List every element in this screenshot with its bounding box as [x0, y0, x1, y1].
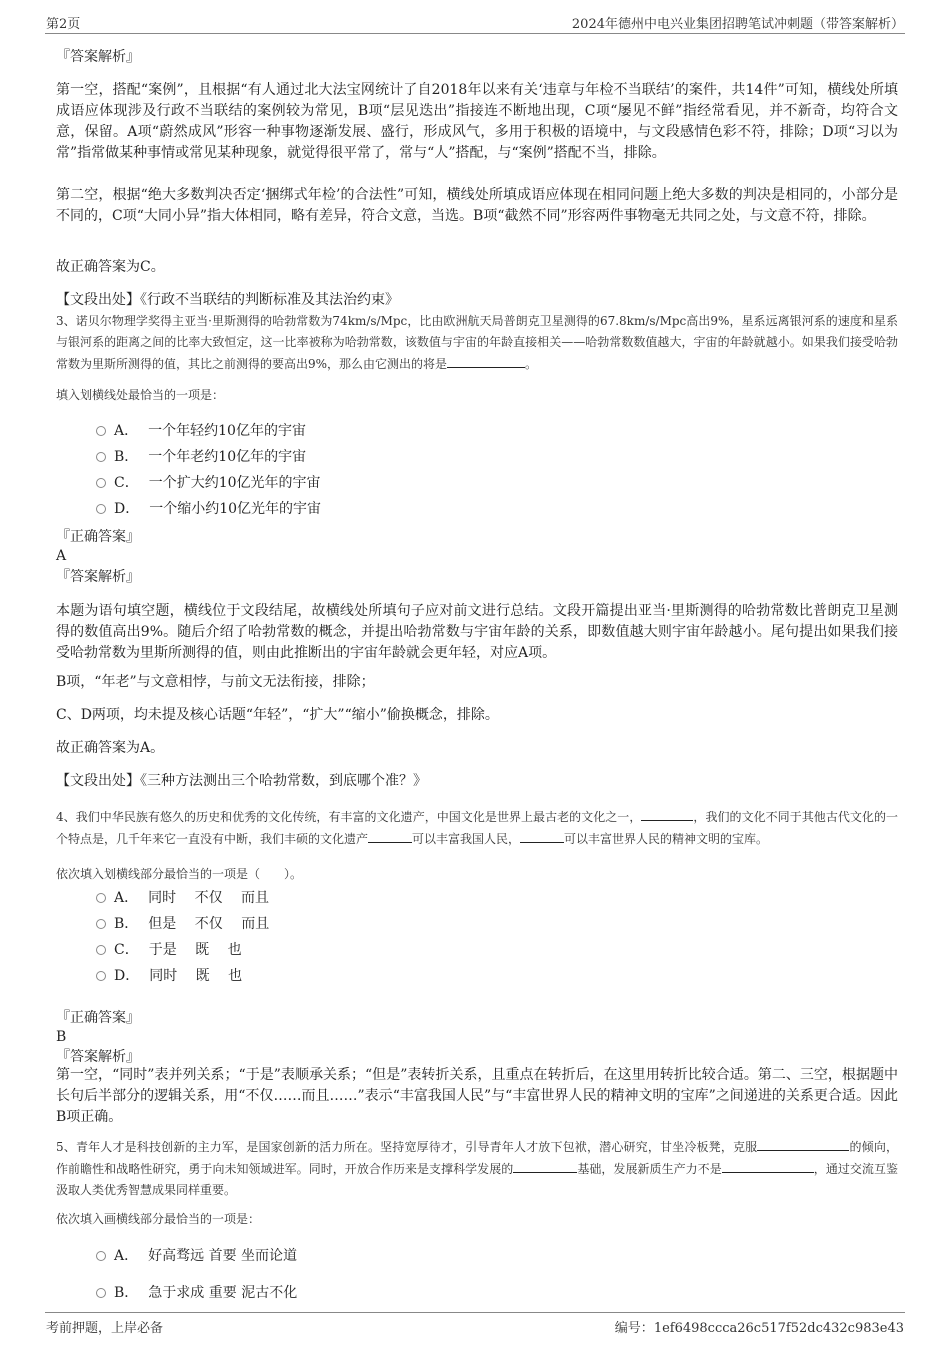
q5-stem-part: 5、青年人才是科技创新的主力军，是国家创新的活力所在。坚持宽厚待才，引导青年人才放下包袱，潜心研究，甘坐冷板凳，克服: [56, 1140, 758, 1154]
option-letter: C．: [114, 942, 139, 958]
q3-blank: [447, 353, 525, 368]
q3-analysis-para1: 本题为语句填空题，横线位于文段结尾，故横线处所填句子应对前文进行总结。文段开篇提出亚当·里斯测得的哈勃常数比普朗克卫星测得的数值高出9%。随后介绍了哈勃常数的概念，并提出哈勃常数与宇宙年龄的关系，即数值越大则宇宙年龄越小。尾句提出如果我们接受哈勃常数为里斯所测得的值，则由此推断出的宇宙年龄就会更年轻，对应A项。: [56, 603, 898, 661]
q4-option-c[interactable]: [96, 940, 242, 960]
q4-blank-3: [520, 828, 564, 843]
q5-instruction: 依次填入画横线部分最恰当的一项是：: [56, 1212, 261, 1226]
q3-analysis-label: 『答案解析』: [56, 569, 140, 585]
q3-stem-end: 。: [525, 357, 538, 371]
page-number: 第2页: [46, 17, 81, 32]
option-text: 一个年轻约10亿年的宇宙: [148, 423, 306, 439]
radio-icon[interactable]: [96, 504, 106, 514]
option-text: 一个扩大约10亿光年的宇宙: [148, 475, 321, 491]
option-letter: A．: [114, 890, 139, 906]
q2-conclusion: 故正确答案为C。: [56, 259, 165, 275]
q5-blank-3: [722, 1158, 814, 1173]
option-text: 一个年老约10亿年的宇宙: [148, 449, 307, 465]
q3-option-b[interactable]: [96, 447, 306, 467]
q5-stem-part: 基础，发展新质生产力不是: [577, 1162, 722, 1176]
radio-icon[interactable]: [96, 945, 106, 955]
q5-blank-1: [757, 1136, 849, 1151]
q4-stem-part: 可以丰富我国人民，: [412, 832, 521, 846]
q3-conclusion: 故正确答案为A。: [56, 740, 165, 756]
option-text: 但是 不仅 而且: [148, 916, 270, 932]
q5-stem-part: 的倾向，作前瞻性和战略性研究，勇于向未知领域进军。同时，开放合作历来是支撑科学发展的: [56, 1140, 898, 1176]
footer-code: [615, 1317, 904, 1336]
q3-option-a[interactable]: [96, 421, 306, 441]
q3-stem: [56, 311, 898, 375]
option-letter: A．: [114, 423, 139, 439]
radio-icon[interactable]: [96, 893, 106, 903]
q2-source: 【文段出处】《行政不当联结的判断标准及其法治约束》: [56, 292, 399, 308]
q3-stem-text: 3、诺贝尔物理学奖得主亚当·里斯测得的哈勃常数为74km/s/Mpc，比由欧洲航天局普朗克卫星测得的67.8km/s/Mpc高出9%，星系远离银河系的速度和星系与银河系的距离之间的比率大致恒定，这一比率被称为哈勃常数，该数值与宇宙的年龄直接相关——哈勃常数数值越大，宇宙的年龄就越小。如果我们接受哈勃常数为里斯所测得的值，其比之前测得的要高出9%，那么由它测出的将是: [56, 314, 898, 371]
option-letter: B．: [114, 1285, 139, 1301]
option-text: 急于求成 重要 泥古不化: [148, 1285, 298, 1301]
radio-icon[interactable]: [96, 478, 106, 488]
q3-source: 【文段出处】《三种方法测出三个哈勃常数，到底哪个准？》: [56, 773, 427, 789]
q3-analysis-para2: B项，“年老”与文意相悖，与前文无法衔接，排除；: [56, 674, 375, 690]
q4-stem-part: ，我们的文化不同于其他古代文化的一个特点是，几千年来它一直没有中断，我们丰硕的文化遗产: [56, 810, 898, 846]
q3-correct-answer: A: [56, 548, 67, 564]
option-text: 同时 既 也: [149, 968, 243, 984]
header-divider: [45, 33, 905, 34]
q5-option-b[interactable]: [96, 1283, 297, 1303]
q2-analysis-para2: 第二空，根据“绝大多数判决否定‘捆绑式年检’的合法性”可知，横线处所填成语应体现在相同问题上绝大多数的判决是相同的，小部分是不同的，C项“大同小异”指大体相同，略有差异，符合文意，当选。B项“截然不同”形容两件事物毫无共同之处，与文意不符，排除。: [56, 187, 898, 224]
q5-option-a[interactable]: [96, 1246, 297, 1266]
q4-blank-1: [641, 806, 693, 821]
q4-analysis-para1: 第一空，“同时”表并列关系；“于是”表顺承关系；“但是”表转折关系，且重点在转折后，在这里用转折比较合适。第二、三空，根据题中长句后半部分的逻辑关系，用“不仅……而且……”表示“丰富我国人民”与“丰富世界人民的精神文明的宝库”之间递进的关系更合适。因此B项正确。: [56, 1067, 898, 1125]
option-text: 好高骛远 首要 坐而论道: [148, 1248, 298, 1264]
q3-option-c[interactable]: [96, 473, 321, 493]
q4-correct-label: 『正确答案』: [56, 1010, 140, 1026]
q4-option-a[interactable]: [96, 888, 269, 908]
footer-slogan: 考前押题，上岸必备: [46, 1321, 164, 1336]
radio-icon[interactable]: [96, 1251, 106, 1261]
q4-option-b[interactable]: [96, 914, 269, 934]
q4-analysis-label: 『答案解析』: [56, 1049, 140, 1065]
q3-correct-label: 『正确答案』: [56, 529, 140, 545]
option-letter: C．: [114, 475, 139, 491]
radio-icon[interactable]: [96, 426, 106, 436]
q5-stem-part: ，通过交流互鉴汲取人类优秀智慧成果同样重要。: [56, 1162, 898, 1197]
option-text: 一个缩小约10亿光年的宇宙: [149, 501, 322, 517]
footer-code-label: 编号：: [614, 1321, 654, 1336]
q4-stem-part: 4、我们中华民族有悠久的历史和优秀的文化传统，有丰富的文化遗产，中国文化是世界上最古老的文化之一，: [56, 810, 642, 824]
q3-instruction: 填入划横线处最恰当的一项是：: [56, 388, 225, 402]
q4-stem: [56, 806, 898, 850]
q4-blank-2: [368, 828, 412, 843]
q2-analysis-label: 『答案解析』: [56, 49, 140, 65]
q5-blank-2: [513, 1158, 577, 1173]
q3-analysis-para3: C、D两项，均未提及核心话题“年轻”，“扩大”“缩小”偷换概念，排除。: [56, 707, 499, 723]
q4-instruction: 依次填入划横线部分最恰当的一项是（ ）。: [56, 867, 303, 881]
q2-analysis-para1: 第一空，搭配“案例”，且根据“有人通过北大法宝网统计了自2018年以来有关‘违章与年检不当联结’的案件，共14件”可知，横线处所填成语应体现涉及行政不当联结的案例较为常见，B项“层见迭出”指接连不断地出现，C项“屡见不鲜”指经常看见，并不新奇，均符合文意，保留。A项“蔚然成风”形容一种事物逐渐发展、盛行，形成风气，多用于积极的语境中，与文段感情色彩不符，排除；D项“习以为常”指常做某种事情或常见某种现象，就觉得很平常了，常与“人”搭配，与“案例”搭配不当，排除。: [56, 82, 898, 161]
document-title: 2024年德州中电兴业集团招聘笔试冲刺题（带答案解析）: [571, 17, 904, 32]
radio-icon[interactable]: [96, 919, 106, 929]
option-letter: A．: [114, 1248, 139, 1264]
q4-correct-answer: B: [56, 1029, 67, 1045]
radio-icon[interactable]: [96, 452, 106, 462]
option-text: 同时 不仅 而且: [148, 890, 270, 906]
footer-code-value: 1ef6498ccca26c517f52dc432c983e43: [653, 1321, 904, 1336]
option-letter: B．: [114, 449, 139, 465]
option-letter: D．: [114, 968, 140, 984]
option-letter: D．: [114, 501, 140, 517]
q4-option-d[interactable]: [96, 966, 242, 986]
option-letter: B．: [114, 916, 139, 932]
radio-icon[interactable]: [96, 1288, 106, 1298]
q3-option-d[interactable]: [96, 499, 321, 519]
q4-stem-part: 可以丰富世界人民的精神文明的宝库。: [564, 832, 769, 846]
radio-icon[interactable]: [96, 971, 106, 981]
footer-divider: [45, 1312, 905, 1313]
q5-stem: [56, 1136, 898, 1201]
option-text: 于是 既 也: [148, 942, 242, 958]
